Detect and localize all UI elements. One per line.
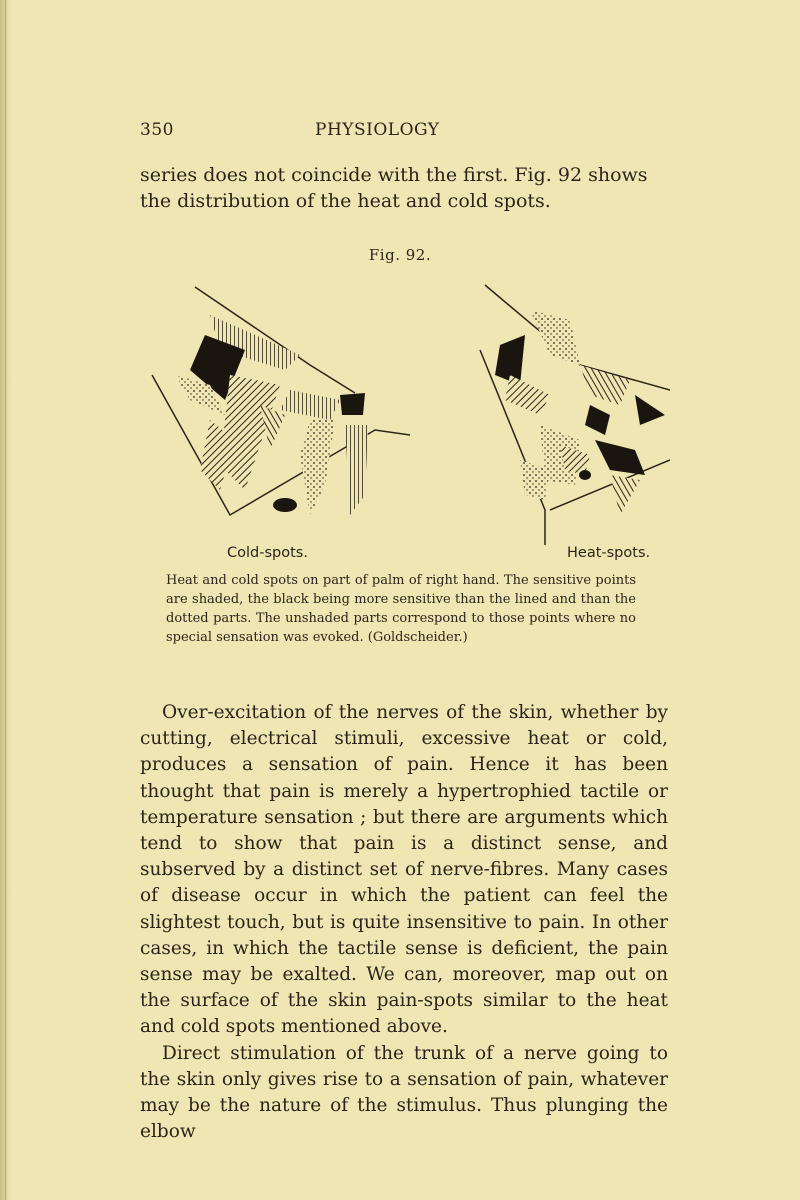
figure-92-illustration <box>150 275 670 545</box>
running-header <box>140 120 660 144</box>
heat-spots-diagram <box>480 285 670 545</box>
running-title: PHYSIOLOGY <box>315 120 440 140</box>
cold-spots-label: Cold-spots. <box>227 545 308 561</box>
heat-spots-label: Heat-spots. <box>567 545 651 561</box>
page-binding-edge <box>0 0 12 1200</box>
cold-spots-diagram <box>152 287 410 515</box>
body-text <box>140 700 668 1145</box>
paragraph-direct-stimulation: Direct stimulation of the trunk of a nerve going to the skin only gives rise to a sensation of pain, whatever may be the nature of the stimulus. Thus plunging the elbow <box>140 1042 668 1143</box>
figure-caption: Heat and cold spots on part of palm of right hand. The sensitive points are shaded, the black being more sensitive than the lined and than the dotted parts. The unshaded parts correspond to those points where no special sensation was evoked. (Goldscheider.) <box>166 573 636 645</box>
page-number: 350 <box>140 120 174 140</box>
paragraph-pain-sense: Over-excitation of the nerves of the skin, whether by cutting, electrical stimuli, excessive heat or cold, produces a sensation of pain. Hence it has been thought that pain is merely a hypertrophied tactile or temperature sensation ; but there are arguments which tend to show that pain is a distinct sense, and subserved by a distinct set of nerve-fibres. Many cases of disease occur in which the patient can feel the slightest touch, but is quite insensitive to pain. In other cases, in which the tactile sense is deficient, the pain sense may be exalted. We can, moreover, map out on the surface of the skin pain-spots similar to the heat and cold spots mentioned above. <box>140 702 668 1038</box>
intro-text: series does not coincide with the first. Fig. 92 shows the distribution of the heat and cold spots. <box>140 164 648 212</box>
figure-label: Fig. 92. <box>368 246 432 264</box>
